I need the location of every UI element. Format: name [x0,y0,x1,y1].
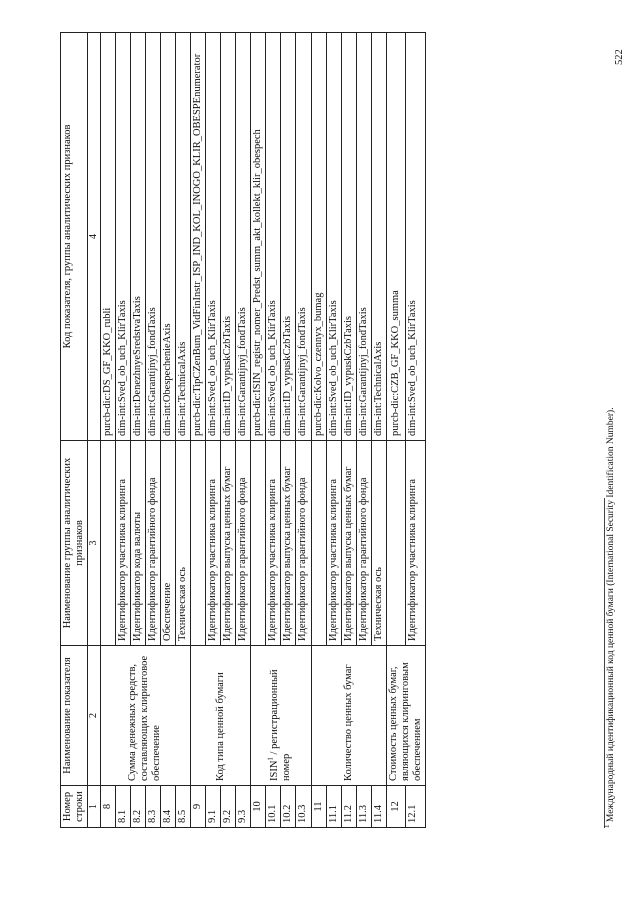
group-name-cell [191,441,206,646]
indicator-name-text: Стоимость ценных бумаг, являющихся клиринговым обеспечением [387,662,423,781]
table-row [386,33,406,828]
row-number-cell: 10.2 [281,786,296,828]
row-number-cell: 9.2 [221,786,236,828]
indicator-name-text: Количество ценных бумаг [342,664,354,781]
column-number: 1 [88,786,101,828]
code-cell: dim-int:DenezhnyeSredstvaTaxis [130,33,145,441]
indicator-name-rest: / регистрационный номер [268,669,292,781]
header-row-number: Номер строки [61,786,88,828]
footnote [602,48,617,828]
group-name-cell [311,441,326,646]
group-name-cell: Идентификатор выпуска ценных бумаг [341,441,356,646]
group-name-cell: Идентификатор гарантийного фонда [296,441,311,646]
code-cell: dim-int:Garantijnyj_fondTaxis [356,33,371,441]
indicator-name-cell [311,646,386,786]
header-indicator-name: Наименование показателя [61,646,88,786]
column-number-row [88,33,101,828]
code-cell: dim-int:ID_vypuskCzbTaxis [341,33,356,441]
row-number-cell: 9 [191,786,206,828]
row-number-cell: 8 [100,786,115,828]
row-number-cell: 10.3 [296,786,311,828]
page-number: 522 [614,49,625,65]
indicator-name-text: ISIN [268,760,280,781]
code-cell: purcb-dic:ISIN_registr_nomer_Predst_summ_akt_kollekt_klir_obespech [251,33,266,441]
indicator-name-text: Сумма денежных средств, составляющих клиринговое обеспечение [127,655,163,781]
code-cell: dim-int:TechnicalAxis [371,33,386,441]
table-row [191,33,206,828]
row-number-cell: 9.1 [206,786,221,828]
row-number-cell: 12 [386,786,406,828]
row-number-cell: 8.3 [145,786,160,828]
column-number: 3 [88,441,101,646]
table-body [100,33,425,828]
table-row [251,33,266,828]
footnote-marker: 1 [602,824,611,828]
code-cell: dim-int:Sved_ob_uch_KlirTaxis [406,33,426,441]
group-name-cell: Идентификатор участника клиринга [406,441,426,646]
column-number: 2 [88,646,101,786]
table-row [311,33,326,828]
indicator-table [60,32,426,828]
column-number: 4 [88,33,101,441]
group-name-cell: Обеспечение [160,441,175,646]
table-header-row [61,33,88,828]
row-number-cell: 8.4 [160,786,175,828]
footnote-divider [604,498,605,828]
group-name-cell: Идентификатор участника клиринга [206,441,221,646]
code-cell: dim-int:ID_vypuskCzbTaxis [281,33,296,441]
row-number-cell: 12.1 [406,786,426,828]
group-name-cell [386,441,406,646]
code-cell: purcb-dic:Kolvo_czennyx_bumag [311,33,326,441]
group-name-cell: Идентификатор гарантийного фонда [145,441,160,646]
code-cell: dim-int:Sved_ob_uch_KlirTaxis [326,33,341,441]
code-cell: dim-int:Sved_ob_uch_KlirTaxis [266,33,281,441]
group-name-cell: Идентификатор кода валюты [130,441,145,646]
footnote-reference: 1 [266,757,275,761]
row-number-cell: 8.1 [115,786,130,828]
row-number-cell: 11.4 [371,786,386,828]
indicator-name-cell [191,646,251,786]
group-name-cell: Идентификатор гарантийного фонда [356,441,371,646]
code-cell: dim-int:Sved_ob_uch_KlirTaxis [206,33,221,441]
table-row [100,33,115,828]
row-number-cell: 9.3 [236,786,251,828]
code-cell: dim-int:Garantijnyj_fondTaxis [236,33,251,441]
row-number-cell: 11.2 [341,786,356,828]
row-number-cell: 11.1 [326,786,341,828]
code-cell: dim-int:Garantijnyj_fondTaxis [296,33,311,441]
group-name-cell [100,441,115,646]
footnote-text: Международный идентификационный код ценной бумаги (International Security Identification Number). [606,407,616,823]
group-name-cell: Техническая ось [371,441,386,646]
row-number-cell: 11.3 [356,786,371,828]
group-name-cell: Идентификатор гарантийного фонда [236,441,251,646]
group-name-cell: Идентификатор участника клиринга [266,441,281,646]
code-cell: dim-int:Sved_ob_uch_KlirTaxis [115,33,130,441]
code-cell: dim-int:Garantijnyj_fondTaxis [145,33,160,441]
row-number-cell: 10.1 [266,786,281,828]
group-name-cell: Идентификатор выпуска ценных бумаг [281,441,296,646]
code-cell: purcb-dic:TipCZenBum_VidFinInstr_ISP_IND_KOL_INOGO_KLIR_OBESPEnumerator [191,33,206,441]
group-name-cell: Идентификатор участника клиринга [326,441,341,646]
group-name-cell: Идентификатор выпуска ценных бумаг [221,441,236,646]
header-code: Код показателя, группы аналитических признаков [61,33,88,441]
code-cell: dim-int:ID_vypuskCzbTaxis [221,33,236,441]
row-number-cell: 11 [311,786,326,828]
code-cell: purcb-dic:CZB_GF_KKO_summa [386,33,406,441]
header-group-name: Наименование группы аналитических признаков [61,441,88,646]
indicator-name-cell [100,646,190,786]
indicator-name-text: Код типа ценной бумаги [214,672,226,781]
row-number-cell: 10 [251,786,266,828]
code-cell: dim-int:ObespechenieAxis [160,33,175,441]
indicator-name-cell [251,646,311,786]
code-cell: purcb-dic:DS_GF_KKO_rubli [100,33,115,441]
row-number-cell: 8.5 [175,786,190,828]
code-cell: dim-int:TechnicalAxis [175,33,190,441]
group-name-cell: Идентификатор участника клиринга [115,441,130,646]
indicator-name-cell [386,646,425,786]
row-number-cell: 8.2 [130,786,145,828]
group-name-cell: Техническая ось [175,441,190,646]
group-name-cell [251,441,266,646]
